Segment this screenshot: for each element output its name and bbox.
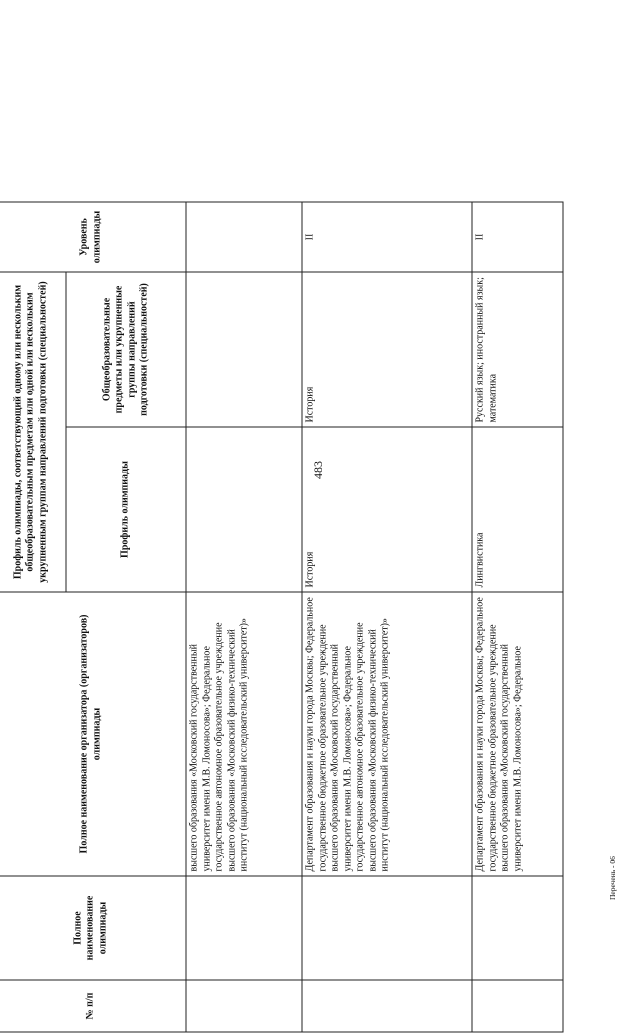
cell-level xyxy=(186,202,302,272)
cell-num xyxy=(302,980,472,1032)
cell-organizer: Департамент образования и науки города Москвы; Федеральное государственное бюджетное образовательное учреждение высшего образования «Московский государственный университет имени М.В. Ломоносова»; Федеральное государственное автономное образовательное учреждение высшего образования «Московский физико-технический институт (национальный исследовательский университет)» xyxy=(302,592,472,876)
cell-subjects xyxy=(186,272,302,427)
cell-subjects: Русский язык; иностранный язык; математика xyxy=(472,272,563,427)
header-profile-group: Профиль олимпиады, соответствующий одному или нескольким общеобразовательным предметам или одной или нескольким укрупненным группам направлений подготовки (специальностей) xyxy=(0,272,66,592)
header-organizer: Полное наименование организатора (организаторов) олимпиады xyxy=(0,592,186,876)
cell-level: II xyxy=(472,202,563,272)
cell-subjects: История xyxy=(302,272,472,427)
cell-olympiad-name xyxy=(186,876,302,980)
header-num: № п/п xyxy=(0,980,186,1032)
olympiad-table xyxy=(0,202,564,1033)
header-profile: Профиль олимпиады xyxy=(66,427,186,592)
table-row xyxy=(186,202,302,1032)
cell-profile: Лингвистика xyxy=(472,427,563,592)
table-row xyxy=(472,202,563,1032)
cell-organizer: высшего образования «Московский государственный университет имени М.В. Ломоносова»; Федеральное государственное автономное образовательное учреждение высшего образования «Московский физико-технический институт (национальный исследовательский университет)» xyxy=(186,592,302,876)
cell-profile: История xyxy=(302,427,472,592)
header-level: Уровень олимпиады xyxy=(0,202,186,272)
cell-level: II xyxy=(302,202,472,272)
cell-profile xyxy=(186,427,302,592)
cell-olympiad-name xyxy=(302,876,472,980)
cell-organizer: Департамент образования и науки города Москвы; Федеральное государственное бюджетное образовательное учреждение высшего образования «Московский государственный университет имени М.В. Ломоносова»; Федеральное xyxy=(472,592,563,876)
footer-document-code: Перечень - 06 xyxy=(608,856,617,900)
page-number: 483 xyxy=(311,461,325,479)
header-subjects: Общеобразовательные предметы или укрупненные группы направлений подготовки (специальностей) xyxy=(66,272,186,427)
cell-olympiad-name xyxy=(472,876,563,980)
olympiad-table-rotated xyxy=(0,203,563,1033)
cell-num xyxy=(472,980,563,1032)
cell-num xyxy=(186,980,302,1032)
table-row xyxy=(302,202,472,1032)
header-olympiad-name: Полное наименование олимпиады xyxy=(0,876,186,980)
